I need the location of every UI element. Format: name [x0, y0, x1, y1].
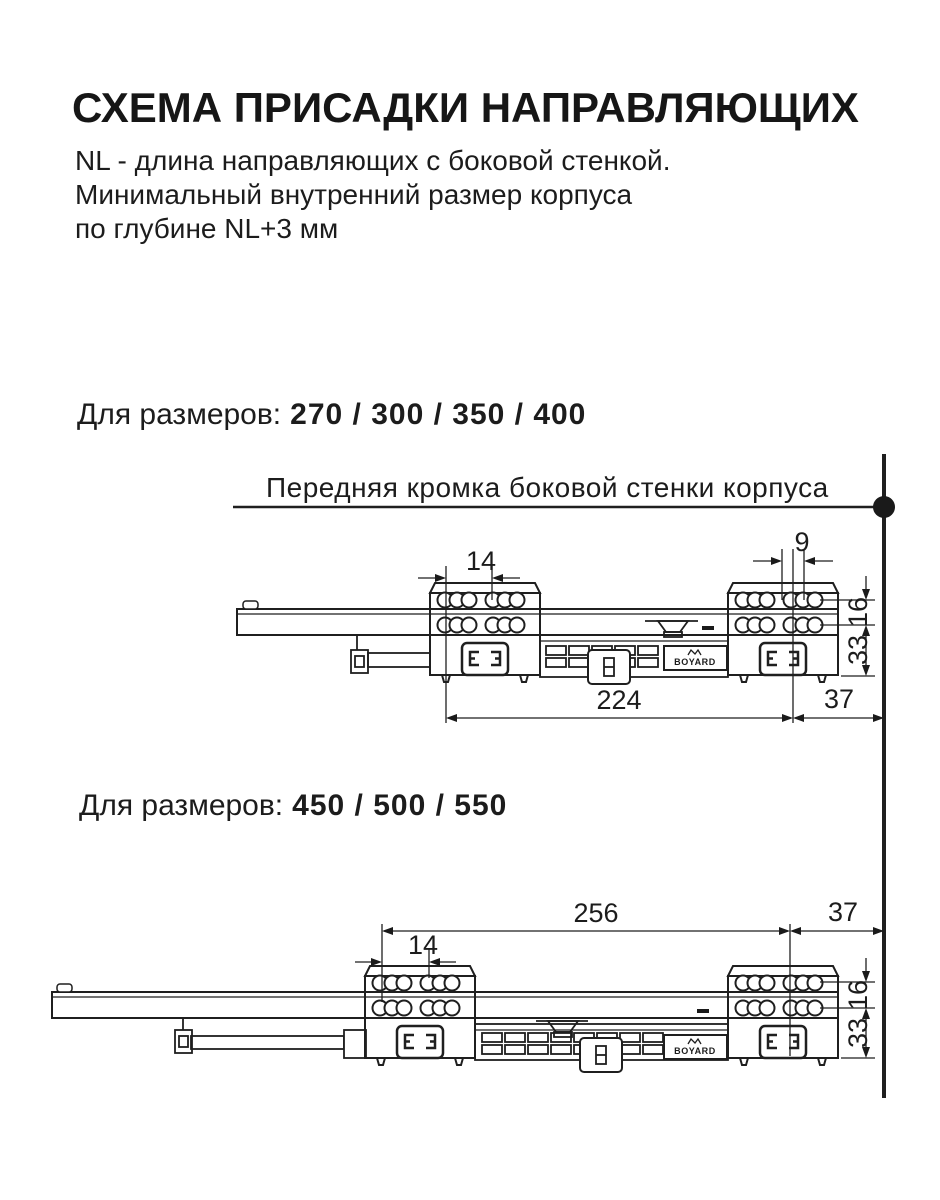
front-edge-label: Передняя кромка боковой стенки корпуса	[266, 472, 829, 503]
dim-body-height: 33	[843, 1017, 873, 1049]
edge-reference-dot	[873, 496, 895, 518]
page-title: СХЕМА ПРИСАДКИ НАПРАВЛЯЮЩИХ	[72, 84, 859, 131]
dim-row-gap: 16	[843, 979, 873, 1011]
description-line: NL - длина направляющих с боковой стенкой.	[75, 145, 671, 176]
slide-middle-body	[540, 621, 728, 684]
dim-front-offset: 37	[827, 897, 859, 927]
brand-label: BOYARD	[674, 657, 716, 667]
rail-mark	[702, 626, 714, 630]
dim-hole-pitch: 14	[407, 930, 439, 960]
dim-body-height: 33	[843, 634, 873, 666]
section-1-sizes: 270 / 300 / 350 / 400	[290, 398, 587, 431]
mounting-bracket-front	[728, 583, 838, 682]
dim-hole-pitch: 14	[465, 546, 497, 576]
dim-length: 256	[573, 898, 619, 928]
section-2-sizes: 450 / 500 / 550	[292, 789, 508, 822]
diagram-450-550	[52, 897, 884, 1072]
drawer-rail	[351, 635, 430, 673]
drawer-rail	[175, 1018, 366, 1058]
dim-row-gap: 16	[843, 596, 873, 628]
dim-front-offset: 37	[823, 684, 855, 714]
dim-length: 224	[596, 685, 642, 715]
description-line: по глубине NL+3 мм	[75, 213, 339, 244]
diagram-270-400	[237, 527, 884, 723]
rail-end-clip	[57, 984, 72, 992]
brand-label: BOYARD	[674, 1046, 716, 1056]
dim-front-pitch: 9	[794, 527, 810, 557]
dimension-arrows	[435, 557, 884, 722]
rail-end-clip	[243, 601, 258, 609]
description-line: Минимальный внутренний размер корпуса	[75, 179, 633, 210]
section-1-label: Для размеров:	[77, 398, 282, 431]
section-2-label: Для размеров:	[79, 789, 284, 822]
rail-mark	[697, 1009, 709, 1013]
mounting-bracket-front	[728, 966, 838, 1065]
